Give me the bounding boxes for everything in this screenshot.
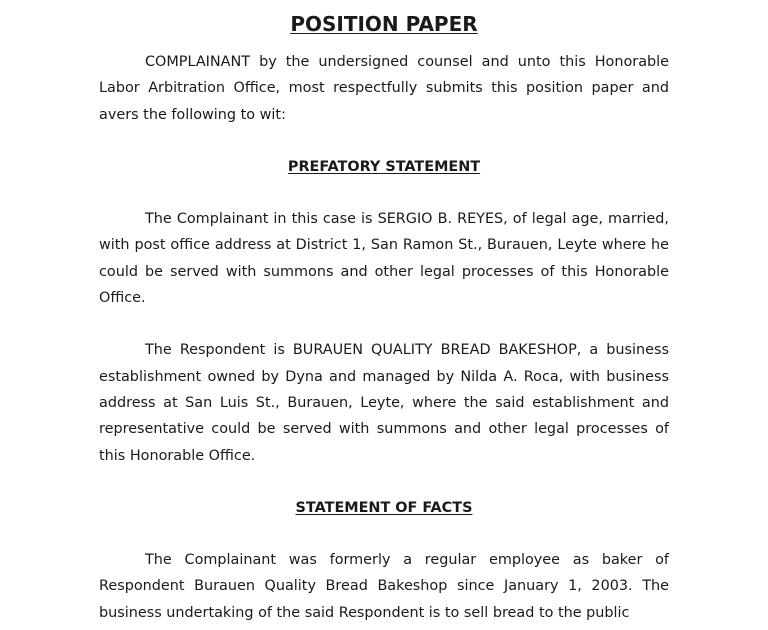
intro-paragraph: COMPLAINANT by the undersigned counsel and unto this Honorable Labor Arbitration Office, most respectfully submits this position paper and avers the following to wit: <box>99 54 669 123</box>
paragraph-complainant: The Complainant in this case is SERGIO B. REYES, of legal age, married, with post office address at District 1, San Ramon St., Burauen, Leyte where he could be served with summons and other legal processes of this Honorable Office. <box>99 211 669 307</box>
paragraph-facts: The Complainant was formerly a regular employee as baker of Respondent Burauen Quality Bread Bakeshop since January 1, 2003. The business undertaking of the said Respondent is to sell bread to the public <box>99 552 669 621</box>
paragraph-respondent: The Respondent is BURAUEN QUALITY BREAD BAKESHOP, a business establishment owned by Dyna and managed by Nilda A. Roca, with business address at San Luis St., Burauen, Leyte, where the said establishment and representative could be served with summons and other legal processes of this Honorable Office. <box>99 342 669 464</box>
document-title: POSITION PAPER <box>290 12 478 36</box>
document-page <box>99 0 669 626</box>
section-heading-prefatory-statement: PREFATORY STATEMENT <box>287 158 481 175</box>
section-heading-statement-of-facts: STATEMENT OF FACTS <box>295 499 473 516</box>
